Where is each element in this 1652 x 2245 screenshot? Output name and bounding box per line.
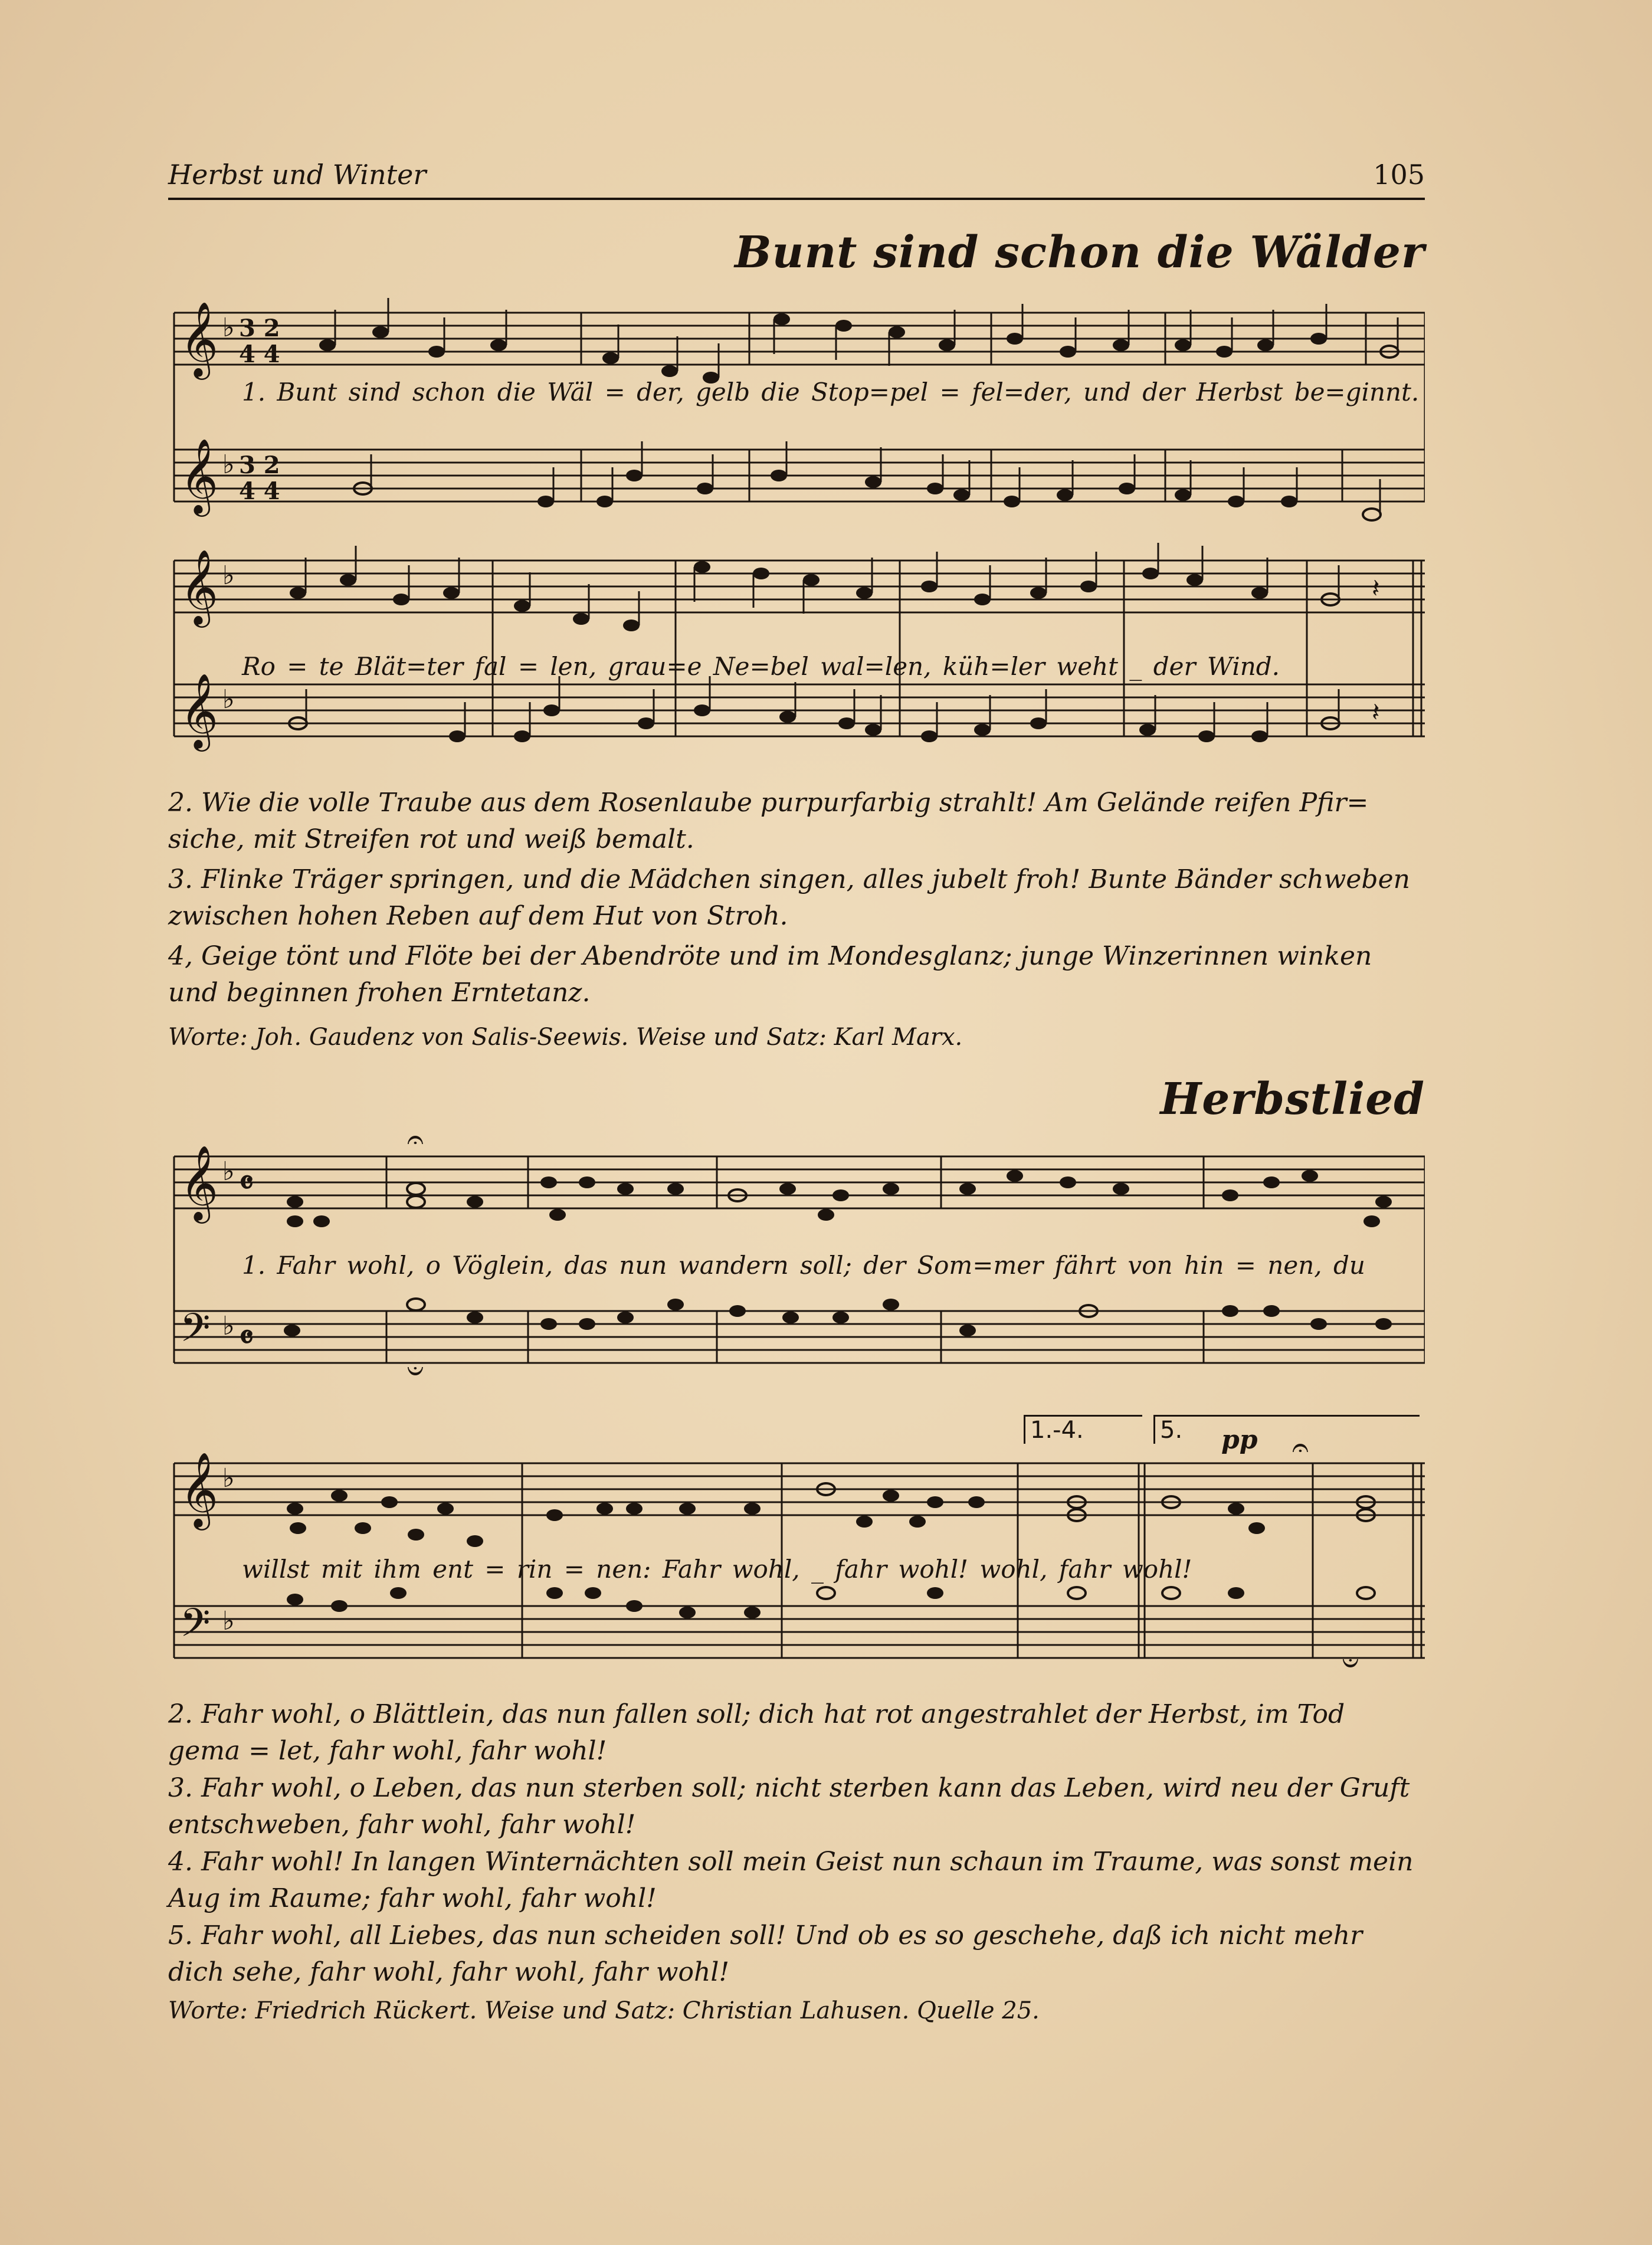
song1-stanza-2: 2. Wie die volle Traube aus dem Rosenlaube purpurfarbig strahlt! Am Gelände reifen Pfir= siche, mit Streifen rot und weiß bemalt.	[168, 788, 1369, 854]
fermata-icon: 𝄑	[1342, 1646, 1359, 1676]
song2-stanza-3: 3. Fahr wohl, o Leben, das nun sterben soll; nicht sterben kann das Leben, wird neu der Gruft entschweben, fahr wohl, fahr wohl!	[168, 1773, 1410, 1840]
fermata-icon: 𝄑	[407, 1353, 424, 1381]
common-time-icon: 𝄴	[239, 1164, 254, 1202]
song1-lyrics-line1: 1. Bunt sind schon die Wäl = der, gelb die Stop=pel = fel=der, und der Herbst be=ginnt.	[242, 378, 1420, 407]
rest-icon: 𝄽	[1372, 697, 1380, 727]
fermata-icon: 𝄐	[1292, 1440, 1309, 1464]
treble-clef-icon: 𝄞	[180, 301, 219, 376]
fermata-icon: 𝄐	[407, 1133, 424, 1156]
staff-lines-lower	[174, 1311, 1425, 1363]
flat-icon: ♭	[222, 450, 235, 480]
notes-lower	[287, 1587, 1375, 1618]
common-time-icon: 𝄴	[239, 1318, 254, 1357]
staff-lines-lower	[174, 1606, 1425, 1658]
notes-lower	[284, 1299, 1392, 1336]
flat-icon: ♭	[222, 561, 235, 591]
bass-clef-icon: 𝄢	[180, 1600, 211, 1655]
song1-stanza-4: 4, Geige tönt und Flöte bei der Abendröte und im Mondesglanz; junge Winzerinnen winken und beginnen frohen Erntetanz.	[168, 941, 1372, 1008]
dynamic-pp: pp	[1221, 1425, 1258, 1455]
notes-lower	[289, 676, 1379, 742]
time-signature: 3 2	[239, 451, 280, 479]
staff-lines-upper	[174, 561, 1425, 612]
bass-clef-icon: 𝄢	[180, 1305, 211, 1360]
treble-clef-icon: 𝄞	[180, 673, 219, 748]
song1-system1	[168, 295, 1425, 531]
staff-lines-upper	[174, 1156, 1425, 1208]
treble-clef-icon: 𝄞	[180, 438, 219, 513]
flat-icon: ♭	[222, 1311, 235, 1341]
barlines	[581, 313, 1425, 502]
flat-icon: ♭	[222, 313, 235, 343]
song2-lyrics-line2: willst mit ihm ent = rin = nen: Fahr wohl, _ fahr wohl! wohl, fahr wohl!	[242, 1555, 1192, 1584]
flat-icon: ♭	[222, 1156, 235, 1187]
time-signature: 4 4	[239, 477, 280, 505]
song2-stanza-5: 5. Fahr wohl, all Liebes, das nun scheiden soll! Und ob es so geschehe, daß ich nicht mehr dich sehe, fahr wohl, fahr wohl, fahr wohl!	[168, 1920, 1363, 1987]
staff-lines-upper	[174, 313, 1425, 365]
song2-stanza-2: 2. Fahr wohl, o Blättlein, das nun fallen soll; dich hat rot angestrahlet der Herbst, im Tod gema = let, fahr wohl, fahr wohl!	[168, 1699, 1345, 1766]
notes-upper	[287, 1170, 1392, 1227]
time-signature: 4 4	[239, 340, 280, 368]
song2-credit: Worte: Friedrich Rückert. Weise und Satz: Christian Lahusen. Quelle 25.	[168, 1997, 1040, 2024]
volta-first-ending: 1.-4.	[1024, 1415, 1142, 1444]
treble-clef-icon: 𝄞	[180, 549, 219, 624]
running-head: Herbst und Winter	[168, 159, 427, 191]
notes-lower	[354, 441, 1381, 520]
rest-icon: 𝄽	[1372, 573, 1380, 604]
page-number: 105	[1373, 159, 1425, 191]
song-title-bunt: Bunt sind schon die Wälder	[735, 227, 1425, 278]
treble-clef-icon: 𝄞	[180, 1145, 219, 1220]
song2-stanza-4: 4. Fahr wohl! In langen Winternächten soll mein Geist nun schaun im Traume, was sonst mein Aug im Raume; fahr wohl, fahr wohl!	[168, 1847, 1414, 1913]
volta-second-ending: 5.	[1153, 1415, 1420, 1444]
song1-lyrics-line2: Ro = te Blät=ter fal = len, grau=e Ne=bel wal=len, küh=ler weht _ der Wind.	[242, 652, 1280, 681]
flat-icon: ♭	[222, 1606, 235, 1636]
staff-lines-lower	[174, 684, 1425, 736]
song1-credit: Worte: Joh. Gaudenz von Salis-Seewis. Weise und Satz: Karl Marx.	[168, 1024, 963, 1051]
flat-icon: ♭	[222, 1463, 235, 1493]
time-signature: 3 2	[239, 314, 280, 342]
flat-icon: ♭	[222, 684, 235, 715]
song-title-herbstlied: Herbstlied	[1160, 1074, 1425, 1125]
song1-stanza-3: 3. Flinke Träger springen, und die Mädchen singen, alles jubelt froh! Bunte Bänder schweben zwischen hohen Reben auf dem Hut von Stroh.	[168, 864, 1410, 931]
page-header	[168, 150, 1425, 200]
notes-upper	[319, 298, 1398, 384]
song2-lyrics-line1: 1. Fahr wohl, o Vöglein, das nun wandern soll; der Som=mer fährt von hin = nen, du	[242, 1251, 1365, 1280]
treble-clef-icon: 𝄞	[180, 1451, 219, 1527]
